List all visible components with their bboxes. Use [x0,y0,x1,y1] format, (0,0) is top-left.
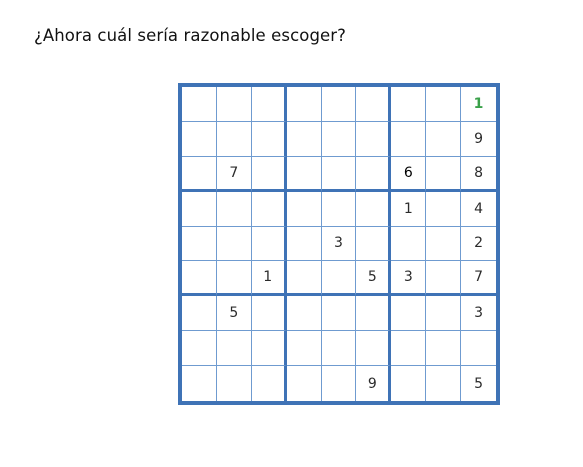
sudoku-cell-r9-c7[interactable] [391,366,426,401]
sudoku-cell-r7-c5[interactable] [322,296,357,331]
sudoku-cell-r6-c3[interactable]: 1 [252,261,287,296]
sudoku-cell-r2-c6[interactable] [356,122,391,157]
sudoku-cell-r2-c1[interactable] [182,122,217,157]
sudoku-cell-r8-c6[interactable] [356,331,391,366]
sudoku-cell-r9-c3[interactable] [252,366,287,401]
sudoku-cell-r5-c1[interactable] [182,227,217,262]
sudoku-cell-r8-c3[interactable] [252,331,287,366]
sudoku-cell-r4-c2[interactable] [217,192,252,227]
sudoku-cell-r4-c5[interactable] [322,192,357,227]
sudoku-cell-r6-c7[interactable]: 3 [391,261,426,296]
sudoku-cell-r4-c9[interactable]: 4 [461,192,496,227]
sudoku-cell-r5-c2[interactable] [217,227,252,262]
sudoku-cell-r2-c9[interactable]: 9 [461,122,496,157]
sudoku-cell-r7-c6[interactable] [356,296,391,331]
sudoku-board [178,83,500,405]
sudoku-cell-r4-c1[interactable] [182,192,217,227]
sudoku-cell-r2-c7[interactable] [391,122,426,157]
sudoku-cell-r5-c5[interactable]: 3 [322,227,357,262]
sudoku-cell-r1-c7[interactable] [391,87,426,122]
sudoku-cell-r1-c3[interactable] [252,87,287,122]
sudoku-cell-r9-c4[interactable] [287,366,322,401]
sudoku-cell-r9-c8[interactable] [426,366,461,401]
sudoku-cell-r3-c7[interactable]: 6 [391,157,426,192]
sudoku-cell-r1-c6[interactable] [356,87,391,122]
sudoku-cell-r3-c3[interactable] [252,157,287,192]
sudoku-cell-r3-c1[interactable] [182,157,217,192]
sudoku-cell-r7-c9[interactable]: 3 [461,296,496,331]
sudoku-cell-r8-c1[interactable] [182,331,217,366]
sudoku-cell-r4-c7[interactable]: 1 [391,192,426,227]
sudoku-cell-r3-c5[interactable] [322,157,357,192]
sudoku-cell-r7-c1[interactable] [182,296,217,331]
sudoku-cell-r6-c8[interactable] [426,261,461,296]
sudoku-cell-r4-c6[interactable] [356,192,391,227]
sudoku-cell-r3-c4[interactable] [287,157,322,192]
sudoku-cell-r5-c6[interactable] [356,227,391,262]
sudoku-cell-r1-c8[interactable] [426,87,461,122]
sudoku-cell-r1-c1[interactable] [182,87,217,122]
sudoku-cell-r7-c7[interactable] [391,296,426,331]
sudoku-cell-r1-c9[interactable]: 1 [461,87,496,122]
sudoku-cell-r9-c6[interactable]: 9 [356,366,391,401]
sudoku-cell-r6-c4[interactable] [287,261,322,296]
sudoku-cell-r8-c9[interactable] [461,331,496,366]
sudoku-cell-r8-c2[interactable] [217,331,252,366]
sudoku-cell-r8-c5[interactable] [322,331,357,366]
sudoku-cell-r3-c8[interactable] [426,157,461,192]
sudoku-cell-r7-c3[interactable] [252,296,287,331]
sudoku-cell-r8-c7[interactable] [391,331,426,366]
sudoku-cell-r9-c1[interactable] [182,366,217,401]
sudoku-cell-r6-c2[interactable] [217,261,252,296]
sudoku-cell-r9-c9[interactable]: 5 [474,375,484,392]
sudoku-cell-r6-c1[interactable] [182,261,217,296]
sudoku-cell-r9-c2[interactable] [217,366,252,401]
sudoku-cell-r2-c2[interactable] [217,122,252,157]
sudoku-cell-r6-c6[interactable]: 5 [356,261,391,296]
sudoku-cell-r7-c4[interactable] [287,296,322,331]
sudoku-cell-r6-c5[interactable] [322,261,357,296]
sudoku-cell-r1-c5[interactable] [322,87,357,122]
sudoku-cell-r3-c6[interactable] [356,157,391,192]
sudoku-cell-r3-c2[interactable]: 7 [217,157,252,192]
sudoku-cell-r4-c8[interactable] [426,192,461,227]
sudoku-cell-r1-c2[interactable] [217,87,252,122]
sudoku-cell-r7-c2[interactable]: 5 [217,296,252,331]
sudoku-cell-r5-c7[interactable] [391,227,426,262]
question-text: ¿Ahora cuál sería razonable escoger? [34,26,347,45]
sudoku-cell-r7-c8[interactable] [426,296,461,331]
sudoku-cell-r8-c8[interactable] [426,331,461,366]
sudoku-cell-r8-c4[interactable] [287,331,322,366]
sudoku-cell-r2-c4[interactable] [287,122,322,157]
sudoku-cell-r1-c4[interactable] [287,87,322,122]
sudoku-cell-r2-c5[interactable] [322,122,357,157]
sudoku-cell-r9-c5[interactable] [322,366,357,401]
sudoku-cell-r6-c9[interactable]: 7 [461,261,496,296]
sudoku-cell-r5-c4[interactable] [287,227,322,262]
sudoku-cell-r5-c3[interactable] [252,227,287,262]
sudoku-cell-r5-c8[interactable] [426,227,461,262]
sudoku-cell-r2-c3[interactable] [252,122,287,157]
sudoku-cell-r4-c3[interactable] [252,192,287,227]
sudoku-cell-r3-c9[interactable]: 8 [461,157,496,192]
sudoku-cell-r2-c8[interactable] [426,122,461,157]
sudoku-cell-r4-c4[interactable] [287,192,322,227]
sudoku-cell-r5-c9[interactable]: 2 [461,227,496,262]
